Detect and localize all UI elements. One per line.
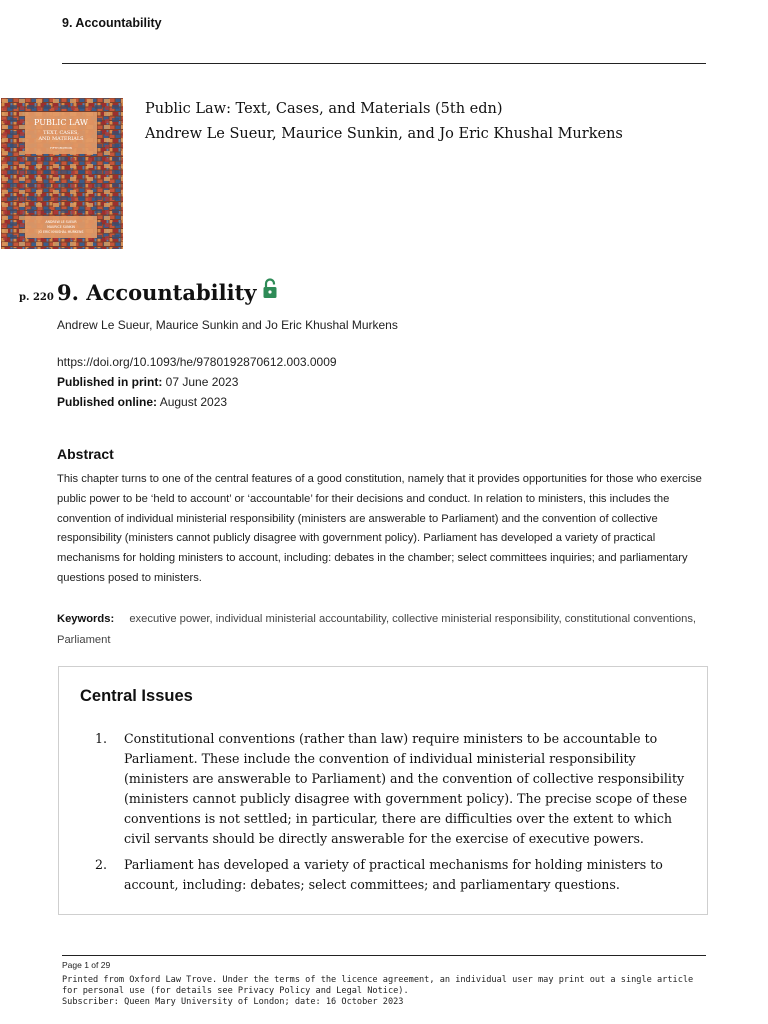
central-issue-text: Parliament has developed a variety of practical mechanisms for holding ministers to account, including: debates; select committees; and parliamentary questions. [124, 857, 663, 893]
keywords: Keywords: executive power, individual ministerial accountability, collective ministerial responsibility, constitutional conventions, Parliament [57, 613, 697, 646]
central-issue-item [95, 855, 695, 895]
page-reference: p. 220 [19, 292, 54, 303]
keyword-item[interactable]: constitutional conventions [564, 613, 693, 625]
keyword-item[interactable]: individual ministerial accountability [215, 613, 386, 625]
open-access-lock-icon [262, 278, 278, 300]
central-issue-text: Constitutional conventions (rather than law) require ministers to be accountable to Parliament. These include the convention of individual ministerial responsibility (ministers are answerable to Parliament) and the convention of collective responsibility (ministers cannot publicly disagree with government policy). The precise scope of these conventions is not settled; in particular, there are difficulties over the extent to which civil servants should be directly answerable for the exercise of executive powers. [124, 731, 688, 846]
keyword-item[interactable]: executive power [129, 613, 210, 625]
doi-link[interactable]: https://doi.org/10.1093/he/9780192870612.003.0009 [57, 355, 337, 369]
cover-title-line2: TEXT, CASES, [43, 130, 79, 136]
chapter-title [57, 280, 278, 305]
central-issue-number: 1. [95, 731, 108, 746]
book-authors: Andrew Le Sueur, Maurice Sunkin, and Jo Eric Khushal Murkens [145, 126, 623, 142]
published-online-value: August 2023 [159, 395, 228, 409]
central-issues-box [58, 666, 708, 915]
central-issue-number: 2. [95, 857, 108, 873]
keywords-label: Keywords: [57, 613, 115, 625]
cover-edition: FIFTH EDITION [50, 146, 72, 150]
published-print-value: 07 June 2023 [165, 375, 239, 389]
book-cover-image [1, 98, 123, 249]
page-indicator: Page 1 of 29 [62, 960, 111, 970]
abstract-heading: Abstract [57, 446, 114, 462]
keyword-item[interactable]: collective ministerial responsibility [392, 613, 559, 625]
running-header-title: 9. Accountability [62, 16, 162, 30]
cover-author2: MAURICE SUNKIN [47, 225, 75, 229]
cover-title-line1: PUBLIC LAW [34, 118, 88, 127]
published-print-label: Published in print: [57, 375, 163, 389]
subscriber-notice: Subscriber: Queen Mary University of London; date: 16 October 2023 [62, 996, 404, 1007]
keyword-item[interactable]: Parliament [57, 633, 111, 646]
chapter-authors: Andrew Le Sueur, Maurice Sunkin and Jo Eric Khushal Murkens [57, 318, 398, 332]
central-issues-heading: Central Issues [80, 687, 193, 705]
publication-metadata [57, 352, 337, 412]
book-info [145, 97, 623, 147]
cover-author1: ANDREW LE SUEUR [45, 220, 77, 224]
central-issue-item [95, 729, 695, 848]
chapter-title-text: 9. Accountability [57, 280, 257, 305]
published-print [57, 372, 337, 392]
published-online [57, 392, 337, 412]
footer-divider [62, 955, 706, 956]
book-title: Public Law: Text, Cases, and Materials (5th edn) [145, 101, 503, 117]
cover-author3: JO ERIC KHUSHAL MURKENS [38, 230, 84, 234]
footer-notice [62, 975, 702, 1007]
cover-title-line3: AND MATERIALS [38, 136, 84, 142]
licence-notice: Printed from Oxford Law Trove. Under the terms of the licence agreement, an individual user may print out a single article for personal use (for details see Privacy Policy and Legal Notice). [62, 975, 694, 996]
central-issues-list [95, 729, 695, 902]
header-divider [62, 63, 706, 64]
published-online-label: Published online: [57, 395, 158, 409]
abstract-text: This chapter turns to one of the central features of a good constitution, namely that it provides opportunities for those who exercise public power to be ‘held to account’ or ‘accountable’ for their decisions and conduct. In relation to ministers, this includes the convention of individual ministerial responsibility (ministers are answerable to Parliament) and the convention of collective responsibility (ministers cannot publicly disagree with government policy). Parliament has developed a variety of practical mechanisms for holding ministers to account, including: debates in the chamber; select committees inquiries; and parliamentary questions posed to ministers. [57, 473, 702, 584]
